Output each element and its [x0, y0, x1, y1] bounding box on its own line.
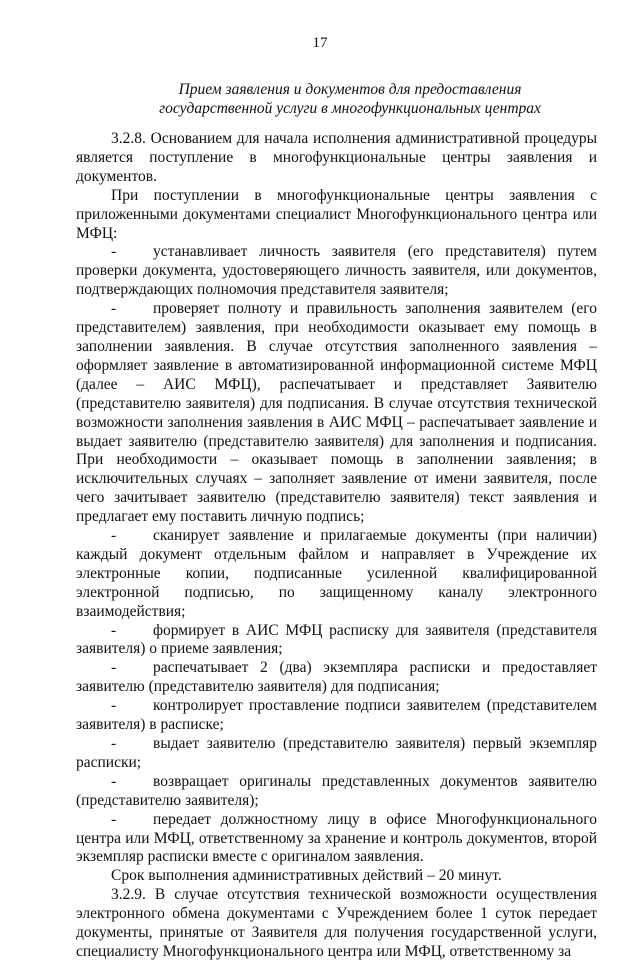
bullet-item: [76, 811, 597, 868]
bullet-item: [76, 527, 597, 622]
bullet-dash: -: [111, 243, 117, 261]
bullet-item: [76, 622, 597, 660]
bullet-item: [76, 659, 597, 697]
bullet-text: формирует в АИС МФЦ расписку для заявителя (представителя заявителя) о приеме заявления;: [76, 621, 597, 658]
bullet-dash: -: [111, 621, 117, 639]
bullet-item: [76, 243, 597, 300]
document-body: [76, 130, 597, 962]
bullet-dash: -: [111, 300, 117, 318]
section-heading-line-1: Прием заявления и документов для предоставления: [178, 81, 522, 98]
section-heading-line-2: государственной услуги в многофункциональных центрах: [159, 100, 541, 117]
bullet-dash: -: [111, 527, 117, 545]
bullet-dash: -: [111, 697, 117, 715]
section-heading: [80, 80, 620, 118]
bullet-text: передает должностному лицу в офисе Многофункционального центра или МФЦ, ответственному за хранение и контроль документов, второй экземпляр расписки вместе с оригиналом заявления.: [76, 810, 597, 866]
bullet-text: проверяет полноту и правильность заполнения заявителем (его представителем) заявления, при необходимости оказывает ему помощь в заполнении заявления. В случае отсутствия заполненного заявления – оформляет заявление в автоматизированной информационной системе МФЦ (далее – АИС МФЦ), распечатывает и представляет Заявителю (представителю заявителя) для подписания. В случае отсутствия технической возможности заполнения заявления в АИС МФЦ – распечатывает заявление и выдает заявителю (представителю заявителя) для заполнения и подписания. При необходимости – оказывает помощь в заполнении заявления; в исключительных случаях – заполняет заявление от имени заявителя, после чего зачитывает заявителю (представителю заявителя) текст заявления и предлагает ему поставить личную подпись;: [76, 300, 597, 526]
paragraph-time-limit: Срок выполнения административных действий – 20 минут.: [111, 867, 502, 885]
bullet-text: устанавливает личность заявителя (его представителя) путем проверки документа, удостоверяющего личность заявителя, или документов, подтверждающих полномочия представителя заявителя;: [76, 243, 597, 299]
page-number: 17: [312, 35, 328, 51]
bullet-dash: -: [111, 659, 117, 677]
bullet-text: контролирует проставление подписи заявителем (представителем заявителя) в расписке;: [76, 697, 597, 734]
paragraph-3-2-9: 3.2.9. В случае отсутствия технической возможности осуществления электронного обмена документами с Учреждением более 1 суток передает документы, принятые от Заявителя для получения государственной услуги, специалисту Многофункционального центра или МФЦ, ответственному за: [76, 886, 597, 960]
bullet-dash: -: [111, 810, 117, 828]
bullet-text: распечатывает 2 (два) экземпляра расписки и предоставляет заявителю (представителю заявителя) для подписания;: [76, 659, 597, 696]
bullet-item: [76, 735, 597, 773]
bullet-item: [76, 697, 597, 735]
bullet-item: [76, 773, 597, 811]
bullet-dash: -: [111, 772, 117, 790]
bullet-text: возвращает оригиналы представленных документов заявителю (представителю заявителя);: [76, 772, 597, 809]
bullet-dash: -: [111, 735, 117, 752]
bullet-item: [76, 300, 597, 527]
bullet-text: выдает заявителю (представителю заявителя) первый экземпляр расписки;: [76, 735, 597, 771]
bullet-text: сканирует заявление и прилагаемые документы (при наличии) каждый документ отдельным файлом и направляет в Учреждение их электронные копии, подписанные усиленной квалифицированной электронной подписью, по защищенному каналу электронного взаимодействия;: [76, 527, 597, 620]
paragraph-intro: При поступлении в многофункциональные центры заявления с приложенными документами специалист Многофункционального центра или МФЦ:: [76, 186, 597, 242]
paragraph-3-2-8: 3.2.8. Основанием для начала исполнения административной процедуры является поступление в многофункциональные центры заявления и документов.: [76, 130, 597, 185]
